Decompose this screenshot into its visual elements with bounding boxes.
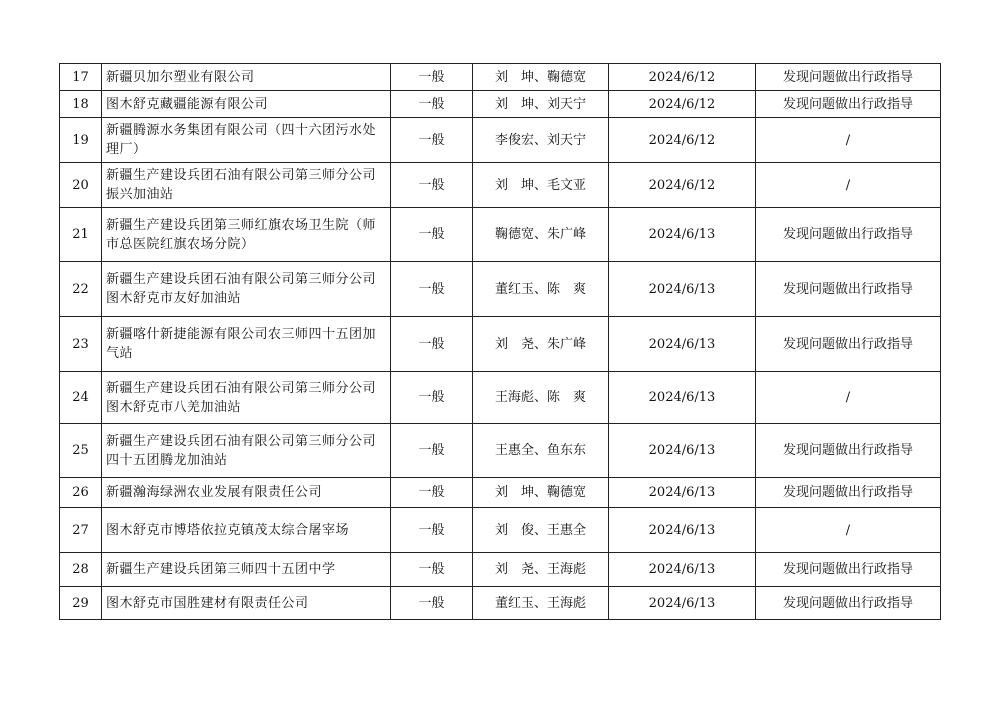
risk-level-cell: 一般	[391, 64, 473, 91]
inspection-date-cell: 2024/6/13	[609, 553, 756, 587]
row-number-cell: 27	[60, 508, 102, 553]
inspectors-cell: 刘 坤、鞠德宽	[473, 64, 609, 91]
risk-level-cell: 一般	[391, 424, 473, 478]
inspection-result-cell: /	[756, 372, 941, 424]
row-number-cell: 28	[60, 553, 102, 587]
table-row	[60, 424, 941, 478]
inspection-date-cell: 2024/6/13	[609, 262, 756, 317]
row-number-cell: 18	[60, 91, 102, 118]
inspectors-cell: 王惠全、鱼东东	[473, 424, 609, 478]
table-row	[60, 91, 941, 118]
table-body	[60, 64, 941, 620]
table-row	[60, 317, 941, 372]
row-number-cell: 23	[60, 317, 102, 372]
inspectors-cell: 鞠德宽、朱广峰	[473, 208, 609, 262]
risk-level-cell: 一般	[391, 587, 473, 620]
inspection-result-cell: /	[756, 508, 941, 553]
row-number-cell: 25	[60, 424, 102, 478]
unit-name-cell: 新疆腾源水务集团有限公司（四十六团污水处理厂）	[102, 118, 391, 163]
inspection-result-cell: 发现问题做出行政指导	[756, 587, 941, 620]
table-row	[60, 163, 941, 208]
row-number-cell: 20	[60, 163, 102, 208]
row-number-cell: 22	[60, 262, 102, 317]
risk-level-cell: 一般	[391, 208, 473, 262]
risk-level-cell: 一般	[391, 372, 473, 424]
risk-level-cell: 一般	[391, 262, 473, 317]
unit-name-cell: 图木舒克藏疆能源有限公司	[102, 91, 391, 118]
inspection-date-cell: 2024/6/13	[609, 587, 756, 620]
inspection-date-cell: 2024/6/13	[609, 208, 756, 262]
inspectors-cell: 王海彪、陈 爽	[473, 372, 609, 424]
row-number-cell: 21	[60, 208, 102, 262]
unit-name-cell: 图木舒克市国胜建材有限责任公司	[102, 587, 391, 620]
table-row	[60, 587, 941, 620]
row-number-cell: 19	[60, 118, 102, 163]
inspectors-cell: 李俊宏、刘天宁	[473, 118, 609, 163]
table-row	[60, 372, 941, 424]
inspectors-cell: 刘 坤、鞠德宽	[473, 478, 609, 508]
unit-name-cell: 新疆生产建设兵团石油有限公司第三师分公司四十五团腾龙加油站	[102, 424, 391, 478]
inspection-date-cell: 2024/6/13	[609, 317, 756, 372]
inspection-result-cell: 发现问题做出行政指导	[756, 478, 941, 508]
unit-name-cell: 图木舒克市博塔依拉克镇茂太综合屠宰场	[102, 508, 391, 553]
inspection-result-cell: 发现问题做出行政指导	[756, 91, 941, 118]
inspection-date-cell: 2024/6/12	[609, 91, 756, 118]
row-number-cell: 24	[60, 372, 102, 424]
unit-name-cell: 新疆生产建设兵团石油有限公司第三师分公司图木舒克市友好加油站	[102, 262, 391, 317]
inspectors-cell: 董红玉、王海彪	[473, 587, 609, 620]
table-row	[60, 553, 941, 587]
inspectors-cell: 董红玉、陈 爽	[473, 262, 609, 317]
risk-level-cell: 一般	[391, 163, 473, 208]
risk-level-cell: 一般	[391, 317, 473, 372]
inspection-date-cell: 2024/6/13	[609, 372, 756, 424]
inspection-date-cell: 2024/6/12	[609, 118, 756, 163]
risk-level-cell: 一般	[391, 91, 473, 118]
unit-name-cell: 新疆生产建设兵团第三师四十五团中学	[102, 553, 391, 587]
unit-name-cell: 新疆喀什新捷能源有限公司农三师四十五团加气站	[102, 317, 391, 372]
risk-level-cell: 一般	[391, 118, 473, 163]
inspection-result-cell: /	[756, 163, 941, 208]
risk-level-cell: 一般	[391, 508, 473, 553]
inspection-result-cell: 发现问题做出行政指导	[756, 553, 941, 587]
inspectors-cell: 刘 坤、刘天宁	[473, 91, 609, 118]
unit-name-cell: 新疆贝加尔塑业有限公司	[102, 64, 391, 91]
unit-name-cell: 新疆生产建设兵团第三师红旗农场卫生院（师市总医院红旗农场分院）	[102, 208, 391, 262]
row-number-cell: 17	[60, 64, 102, 91]
inspection-result-cell: 发现问题做出行政指导	[756, 317, 941, 372]
inspection-date-cell: 2024/6/13	[609, 424, 756, 478]
inspection-date-cell: 2024/6/13	[609, 478, 756, 508]
inspectors-cell: 刘 尧、王海彪	[473, 553, 609, 587]
table-row	[60, 118, 941, 163]
inspectors-cell: 刘 俊、王惠全	[473, 508, 609, 553]
row-number-cell: 26	[60, 478, 102, 508]
inspection-date-cell: 2024/6/13	[609, 508, 756, 553]
risk-level-cell: 一般	[391, 553, 473, 587]
unit-name-cell: 新疆生产建设兵团石油有限公司第三师分公司图木舒克市八羌加油站	[102, 372, 391, 424]
inspection-result-cell: /	[756, 118, 941, 163]
inspectors-cell: 刘 尧、朱广峰	[473, 317, 609, 372]
inspection-result-cell: 发现问题做出行政指导	[756, 262, 941, 317]
risk-level-cell: 一般	[391, 478, 473, 508]
table-row	[60, 508, 941, 553]
table-row	[60, 208, 941, 262]
inspectors-cell: 刘 坤、毛文亚	[473, 163, 609, 208]
row-number-cell: 29	[60, 587, 102, 620]
inspection-result-cell: 发现问题做出行政指导	[756, 208, 941, 262]
table-row	[60, 262, 941, 317]
inspection-result-cell: 发现问题做出行政指导	[756, 64, 941, 91]
unit-name-cell: 新疆生产建设兵团石油有限公司第三师分公司振兴加油站	[102, 163, 391, 208]
table-row	[60, 64, 941, 91]
inspection-date-cell: 2024/6/12	[609, 163, 756, 208]
table-row	[60, 478, 941, 508]
unit-name-cell: 新疆瀚海绿洲农业发展有限责任公司	[102, 478, 391, 508]
inspection-table	[59, 63, 941, 620]
inspection-result-cell: 发现问题做出行政指导	[756, 424, 941, 478]
inspection-date-cell: 2024/6/12	[609, 64, 756, 91]
